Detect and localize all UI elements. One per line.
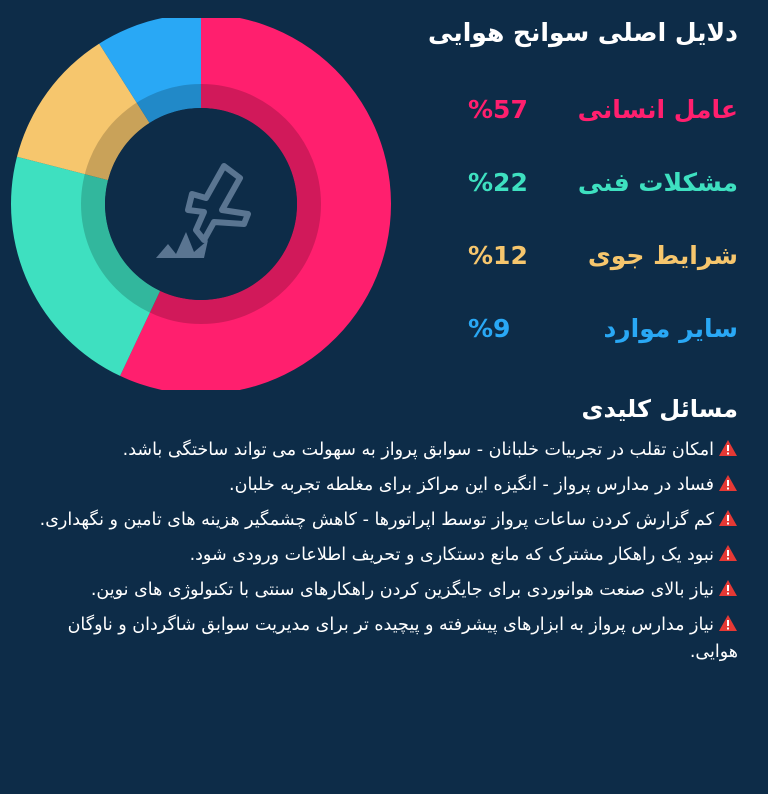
donut-chart [8,18,394,390]
stat-label: مشکلات فنی [577,168,738,197]
issues-title: مسائل کلیدی [581,395,738,423]
stat-percent: %22 [468,168,528,197]
issue-text: نیاز مدارس پرواز به ابزارهای پیشرفته و پیچیده تر برای مدیریت سوابق شاگردان و ناوگان هوایی. [67,615,738,662]
center-disc [105,108,297,300]
warning-triangle-icon [718,544,738,562]
stat-human-factor [438,95,738,135]
warning-triangle-icon [718,579,738,597]
warning-triangle-icon [718,439,738,457]
list-item [18,542,738,569]
donut-chart-svg [8,18,394,390]
stat-percent: %57 [468,95,528,124]
warning-triangle-icon [718,509,738,527]
issue-text: نبود یک راهکار مشترک که مانع دستکاری و تحریف اطلاعات ورودی شود. [189,545,714,565]
stat-weather [438,241,738,281]
chart-title: دلایل اصلی سوانح هوایی [428,18,738,47]
warning-triangle-icon [718,614,738,632]
issue-text: فساد در مدارس پرواز - انگیزه این مراکز برای مغلطه تجربه خلبان. [229,475,714,495]
stat-other [438,314,738,354]
list-item [18,577,738,604]
list-item [18,437,738,464]
issue-text: امکان تقلب در تجربیات خلبانان - سوابق پرواز به سهولت می تواند ساختگی باشد. [122,440,714,460]
stat-label: سایر موارد [603,314,738,343]
stat-percent: %9 [468,314,511,343]
stat-label: عامل انسانی [577,95,738,124]
list-item [18,507,738,534]
stat-label: شرایط جوی [587,241,738,270]
warning-triangle-icon [718,474,738,492]
issue-text: کم گزارش کردن ساعات پرواز توسط اپراتورها - کاهش چشمگیر هزینه های تامین و نگهداری. [39,510,714,530]
stat-technical [438,168,738,208]
stat-percent: %12 [468,241,528,270]
issues-list [18,437,738,674]
list-item [18,472,738,499]
issue-text: نیاز بالای صنعت هوانوردی برای جایگزین کردن راهکارهای سنتی با تکنولوژی های نوین. [90,580,714,600]
list-item [18,612,738,666]
